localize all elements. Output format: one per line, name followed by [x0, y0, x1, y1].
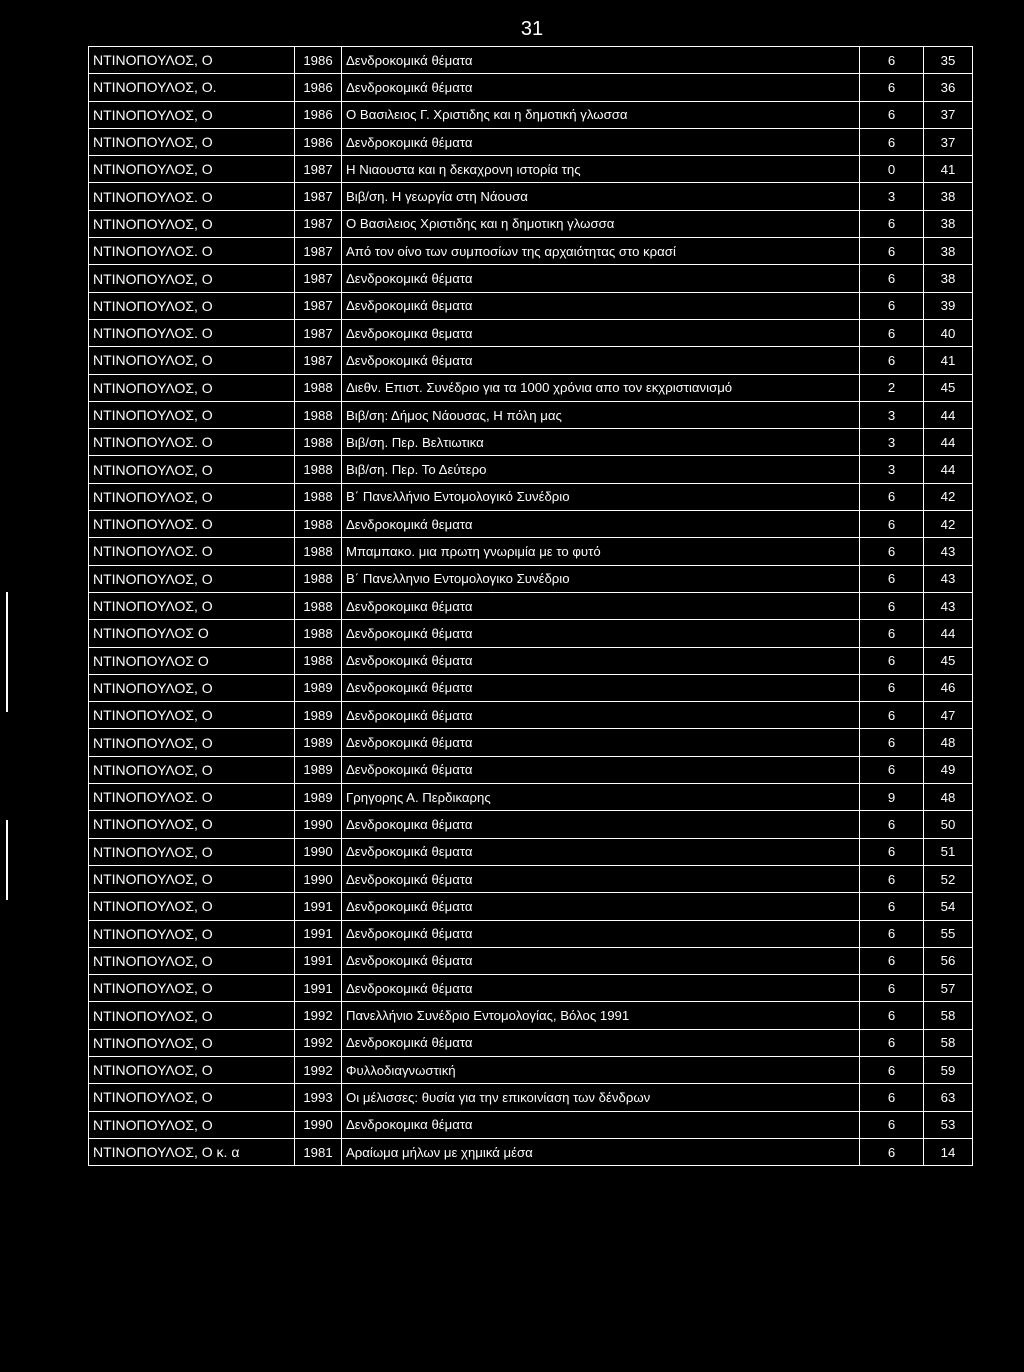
cell-year: 1988 — [295, 511, 342, 538]
cell-page: 37 — [924, 128, 973, 155]
cell-page: 63 — [924, 1084, 973, 1111]
cell-title: Δενδροκομικά θέματα — [342, 128, 860, 155]
cell-author: ΝΤΙΝΟΠΟΥΛΟΣ, Ο — [89, 483, 295, 510]
table-row — [89, 511, 973, 538]
cell-page: 14 — [924, 1138, 973, 1165]
cell-volume: 6 — [860, 947, 924, 974]
page-number: 31 — [520, 18, 544, 40]
cell-page: 44 — [924, 429, 973, 456]
cell-year: 1987 — [295, 183, 342, 210]
table-row — [89, 674, 973, 701]
cell-page: 44 — [924, 401, 973, 428]
cell-year: 1989 — [295, 784, 342, 811]
cell-year: 1989 — [295, 756, 342, 783]
table-row — [89, 920, 973, 947]
cell-year: 1990 — [295, 1111, 342, 1138]
bibliography-table — [88, 46, 973, 1166]
table-row — [89, 729, 973, 756]
cell-title: Β΄ Πανελλήνιο Εντομολογικό Συνέδριο — [342, 483, 860, 510]
cell-author: ΝΤΙΝΟΠΟΥΛΟΣ. Ο — [89, 429, 295, 456]
cell-page: 43 — [924, 592, 973, 619]
cell-year: 1991 — [295, 975, 342, 1002]
table-row — [89, 1002, 973, 1029]
cell-volume: 3 — [860, 183, 924, 210]
cell-year: 1987 — [295, 265, 342, 292]
cell-author: ΝΤΙΝΟΠΟΥΛΟΣ Ο — [89, 620, 295, 647]
table-row — [89, 538, 973, 565]
cell-title: Διεθν. Επιστ. Συνέδριο για τα 1000 χρόνια απο τον εκχριστιανισμό — [342, 374, 860, 401]
cell-title: Ο Βασιλειος Χριστιδης και η δημοτικη γλωσσα — [342, 210, 860, 237]
cell-volume: 6 — [860, 811, 924, 838]
table-row — [89, 401, 973, 428]
cell-year: 1988 — [295, 483, 342, 510]
cell-year: 1989 — [295, 729, 342, 756]
cell-page: 42 — [924, 483, 973, 510]
cell-title: Βιβ/ση. Η γεωργία στη Νάουσα — [342, 183, 860, 210]
cell-page: 37 — [924, 101, 973, 128]
cell-volume: 6 — [860, 893, 924, 920]
cell-page: 52 — [924, 865, 973, 892]
table-row — [89, 1056, 973, 1083]
cell-page: 43 — [924, 565, 973, 592]
cell-author: ΝΤΙΝΟΠΟΥΛΟΣ, Ο — [89, 1084, 295, 1111]
table-row — [89, 865, 973, 892]
cell-volume: 6 — [860, 265, 924, 292]
cell-volume: 6 — [860, 620, 924, 647]
cell-year: 1986 — [295, 128, 342, 155]
cell-author: ΝΤΙΝΟΠΟΥΛΟΣ, Ο — [89, 347, 295, 374]
table-row — [89, 1111, 973, 1138]
table-row — [89, 647, 973, 674]
table-row — [89, 1084, 973, 1111]
cell-author: ΝΤΙΝΟΠΟΥΛΟΣ, Ο — [89, 47, 295, 74]
cell-page: 38 — [924, 265, 973, 292]
cell-page: 44 — [924, 456, 973, 483]
cell-page: 45 — [924, 647, 973, 674]
cell-page: 41 — [924, 347, 973, 374]
cell-author: ΝΤΙΝΟΠΟΥΛΟΣ, Ο — [89, 702, 295, 729]
cell-title: Δενδροκομικά θεματα — [342, 838, 860, 865]
table-row — [89, 265, 973, 292]
cell-year: 1987 — [295, 319, 342, 346]
table-row — [89, 784, 973, 811]
cell-volume: 2 — [860, 374, 924, 401]
table-row — [89, 156, 973, 183]
cell-title: Βιβ/ση: Δήμος Νάουσας, Η πόλη μας — [342, 401, 860, 428]
table-row — [89, 592, 973, 619]
table-row — [89, 756, 973, 783]
cell-author: ΝΤΙΝΟΠΟΥΛΟΣ, Ο — [89, 1002, 295, 1029]
table-row — [89, 374, 973, 401]
cell-volume: 6 — [860, 975, 924, 1002]
cell-title: Μπαμπακο. μια πρωτη γνωριμία με το φυτό — [342, 538, 860, 565]
cell-title: Η Νιαουστα και η δεκαχρονη ιστορία της — [342, 156, 860, 183]
cell-author: ΝΤΙΝΟΠΟΥΛΟΣ, Ο — [89, 565, 295, 592]
table-row — [89, 128, 973, 155]
cell-page: 46 — [924, 674, 973, 701]
cell-page: 57 — [924, 975, 973, 1002]
cell-year: 1988 — [295, 401, 342, 428]
cell-title: Δενδροκομικά θέματα — [342, 265, 860, 292]
cell-author: ΝΤΙΝΟΠΟΥΛΟΣ, Ο — [89, 756, 295, 783]
cell-volume: 6 — [860, 347, 924, 374]
cell-page: 40 — [924, 319, 973, 346]
cell-author: ΝΤΙΝΟΠΟΥΛΟΣ, Ο — [89, 265, 295, 292]
cell-volume: 6 — [860, 128, 924, 155]
cell-year: 1988 — [295, 429, 342, 456]
cell-page: 53 — [924, 1111, 973, 1138]
table-row — [89, 838, 973, 865]
cell-author: ΝΤΙΝΟΠΟΥΛΟΣ Ο — [89, 647, 295, 674]
cell-author: ΝΤΙΝΟΠΟΥΛΟΣ. Ο — [89, 538, 295, 565]
cell-author: ΝΤΙΝΟΠΟΥΛΟΣ, Ο — [89, 838, 295, 865]
cell-page: 35 — [924, 47, 973, 74]
table-row — [89, 292, 973, 319]
table-row — [89, 238, 973, 265]
cell-year: 1988 — [295, 456, 342, 483]
cell-volume: 6 — [860, 565, 924, 592]
table-row — [89, 74, 973, 101]
cell-title: Δενδροκομικά θέματα — [342, 865, 860, 892]
cell-year: 1988 — [295, 565, 342, 592]
cell-title: Δενδροκομικά θέματα — [342, 74, 860, 101]
cell-volume: 6 — [860, 756, 924, 783]
cell-title: Δενδροκομικά θέματα — [342, 947, 860, 974]
cell-volume: 6 — [860, 538, 924, 565]
cell-author: ΝΤΙΝΟΠΟΥΛΟΣ. Ο — [89, 511, 295, 538]
cell-author: ΝΤΙΝΟΠΟΥΛΟΣ, Ο — [89, 1056, 295, 1083]
table-row — [89, 947, 973, 974]
cell-year: 1988 — [295, 592, 342, 619]
table-row — [89, 319, 973, 346]
cell-volume: 6 — [860, 674, 924, 701]
cell-year: 1991 — [295, 893, 342, 920]
cell-author: ΝΤΙΝΟΠΟΥΛΟΣ, Ο — [89, 975, 295, 1002]
cell-year: 1992 — [295, 1056, 342, 1083]
cell-year: 1987 — [295, 292, 342, 319]
cell-author: ΝΤΙΝΟΠΟΥΛΟΣ, Ο — [89, 920, 295, 947]
cell-author: ΝΤΙΝΟΠΟΥΛΟΣ, Ο — [89, 865, 295, 892]
cell-year: 1990 — [295, 838, 342, 865]
cell-title: Δενδροκομικά θέματα — [342, 647, 860, 674]
cell-page: 59 — [924, 1056, 973, 1083]
cell-page: 36 — [924, 74, 973, 101]
cell-author: ΝΤΙΝΟΠΟΥΛΟΣ, Ο — [89, 592, 295, 619]
cell-author: ΝΤΙΝΟΠΟΥΛΟΣ. Ο — [89, 183, 295, 210]
cell-volume: 6 — [860, 1138, 924, 1165]
cell-title: Γρηγορης Α. Περδικαρης — [342, 784, 860, 811]
table-row — [89, 811, 973, 838]
cell-author: ΝΤΙΝΟΠΟΥΛΟΣ, Ο — [89, 292, 295, 319]
cell-title: Δενδροκομικα θέματα — [342, 592, 860, 619]
cell-year: 1991 — [295, 920, 342, 947]
cell-year: 1987 — [295, 210, 342, 237]
cell-year: 1991 — [295, 947, 342, 974]
cell-volume: 6 — [860, 1111, 924, 1138]
cell-volume: 6 — [860, 865, 924, 892]
cell-title: Δενδροκομικά θέματα — [342, 47, 860, 74]
cell-title: Από τον οίνο των συμποσίων της αρχαιότητας στο κρασί — [342, 238, 860, 265]
cell-author: ΝΤΙΝΟΠΟΥΛΟΣ, Ο — [89, 101, 295, 128]
cell-title: Δενδροκομικα θεματα — [342, 319, 860, 346]
cell-volume: 6 — [860, 319, 924, 346]
cell-title: Δενδροκομικά θέματα — [342, 1029, 860, 1056]
cell-volume: 6 — [860, 920, 924, 947]
cell-page: 51 — [924, 838, 973, 865]
cell-title: Δενδροκομικά θεματα — [342, 511, 860, 538]
cell-volume: 6 — [860, 101, 924, 128]
cell-volume: 3 — [860, 401, 924, 428]
cell-year: 1993 — [295, 1084, 342, 1111]
cell-page: 44 — [924, 620, 973, 647]
cell-volume: 6 — [860, 1002, 924, 1029]
table-row — [89, 620, 973, 647]
table-row — [89, 101, 973, 128]
left-margin-rule — [6, 592, 8, 712]
table-row — [89, 702, 973, 729]
cell-title: Δενδροκομικά θέματα — [342, 920, 860, 947]
cell-volume: 6 — [860, 647, 924, 674]
cell-author: ΝΤΙΝΟΠΟΥΛΟΣ, Ο — [89, 674, 295, 701]
cell-year: 1981 — [295, 1138, 342, 1165]
cell-page: 54 — [924, 893, 973, 920]
cell-volume: 3 — [860, 429, 924, 456]
cell-title: Δενδροκομικα θέματα — [342, 811, 860, 838]
cell-volume: 0 — [860, 156, 924, 183]
cell-author: ΝΤΙΝΟΠΟΥΛΟΣ, Ο — [89, 1111, 295, 1138]
cell-page: 39 — [924, 292, 973, 319]
table-row — [89, 210, 973, 237]
cell-title: Αραίωμα μήλων με χημικά μέσα — [342, 1138, 860, 1165]
cell-year: 1988 — [295, 374, 342, 401]
cell-volume: 3 — [860, 456, 924, 483]
cell-title: Δενδροκομικά θέματα — [342, 756, 860, 783]
cell-volume: 6 — [860, 292, 924, 319]
cell-year: 1990 — [295, 865, 342, 892]
cell-page: 49 — [924, 756, 973, 783]
cell-page: 58 — [924, 1002, 973, 1029]
cell-title: Φυλλοδιαγνωστική — [342, 1056, 860, 1083]
cell-page: 48 — [924, 784, 973, 811]
left-margin-rule — [6, 820, 8, 900]
cell-title: Δενδροκομικά θέματα — [342, 674, 860, 701]
cell-year: 1992 — [295, 1029, 342, 1056]
cell-volume: 6 — [860, 238, 924, 265]
cell-page: 56 — [924, 947, 973, 974]
cell-author: ΝΤΙΝΟΠΟΥΛΟΣ, Ο — [89, 456, 295, 483]
cell-volume: 9 — [860, 784, 924, 811]
cell-year: 1986 — [295, 101, 342, 128]
cell-volume: 6 — [860, 483, 924, 510]
cell-title: Δενδροκομικα θέματα — [342, 1111, 860, 1138]
cell-page: 45 — [924, 374, 973, 401]
cell-volume: 6 — [860, 1029, 924, 1056]
table-row — [89, 975, 973, 1002]
cell-page: 41 — [924, 156, 973, 183]
cell-page: 38 — [924, 238, 973, 265]
cell-page: 38 — [924, 210, 973, 237]
cell-title: Βιβ/ση. Περ. Το Δεύτερο — [342, 456, 860, 483]
cell-author: ΝΤΙΝΟΠΟΥΛΟΣ, Ο — [89, 156, 295, 183]
cell-author: ΝΤΙΝΟΠΟΥΛΟΣ, Ο — [89, 210, 295, 237]
cell-volume: 6 — [860, 1056, 924, 1083]
cell-volume: 6 — [860, 1084, 924, 1111]
cell-author: ΝΤΙΝΟΠΟΥΛΟΣ, Ο — [89, 1029, 295, 1056]
cell-author: ΝΤΙΝΟΠΟΥΛΟΣ, Ο — [89, 128, 295, 155]
cell-year: 1989 — [295, 674, 342, 701]
cell-year: 1987 — [295, 156, 342, 183]
cell-volume: 6 — [860, 74, 924, 101]
cell-title: Πανελλήνιο Συνέδριο Εντομολογίας, Βόλος 1991 — [342, 1002, 860, 1029]
cell-title: Δενδροκομικά θέματα — [342, 893, 860, 920]
table-row — [89, 47, 973, 74]
table-row — [89, 483, 973, 510]
cell-title: Ο Βασιλειος Γ. Χριστιδης και η δημοτική γλωσσα — [342, 101, 860, 128]
cell-page: 38 — [924, 183, 973, 210]
cell-year: 1990 — [295, 811, 342, 838]
cell-volume: 6 — [860, 511, 924, 538]
cell-year: 1987 — [295, 347, 342, 374]
cell-volume: 6 — [860, 702, 924, 729]
cell-title: Δενδροκομικά θέματα — [342, 702, 860, 729]
cell-author: ΝΤΙΝΟΠΟΥΛΟΣ, Ο — [89, 893, 295, 920]
cell-year: 1992 — [295, 1002, 342, 1029]
table-row — [89, 429, 973, 456]
cell-title: Β΄ Πανελληνιο Εντομολογικο Συνέδριο — [342, 565, 860, 592]
cell-year: 1987 — [295, 238, 342, 265]
cell-page: 50 — [924, 811, 973, 838]
cell-page: 42 — [924, 511, 973, 538]
cell-author: ΝΤΙΝΟΠΟΥΛΟΣ, Ο — [89, 374, 295, 401]
table-row — [89, 893, 973, 920]
cell-year: 1986 — [295, 74, 342, 101]
cell-year: 1988 — [295, 538, 342, 565]
cell-volume: 6 — [860, 47, 924, 74]
cell-author: ΝΤΙΝΟΠΟΥΛΟΣ, Ο — [89, 729, 295, 756]
cell-volume: 6 — [860, 729, 924, 756]
cell-page: 43 — [924, 538, 973, 565]
cell-title: Δενδροκομικά θέματα — [342, 975, 860, 1002]
cell-year: 1988 — [295, 620, 342, 647]
cell-page: 58 — [924, 1029, 973, 1056]
cell-year: 1989 — [295, 702, 342, 729]
cell-author: ΝΤΙΝΟΠΟΥΛΟΣ, Ο — [89, 811, 295, 838]
cell-volume: 6 — [860, 592, 924, 619]
cell-year: 1986 — [295, 47, 342, 74]
cell-author: ΝΤΙΝΟΠΟΥΛΟΣ, Ο — [89, 947, 295, 974]
cell-title: Δενδροκομικά θέματα — [342, 729, 860, 756]
cell-title: Δενδροκομικά θέματα — [342, 347, 860, 374]
cell-volume: 6 — [860, 210, 924, 237]
cell-title: Οι μέλισσες: θυσία για την επικοινίαση των δένδρων — [342, 1084, 860, 1111]
table-row — [89, 1138, 973, 1165]
cell-author: ΝΤΙΝΟΠΟΥΛΟΣ. Ο — [89, 319, 295, 346]
cell-title: Δενδροκομικά θέματα — [342, 620, 860, 647]
table-row — [89, 565, 973, 592]
cell-volume: 6 — [860, 838, 924, 865]
cell-author: ΝΤΙΝΟΠΟΥΛΟΣ. Ο — [89, 238, 295, 265]
cell-page: 47 — [924, 702, 973, 729]
cell-year: 1988 — [295, 647, 342, 674]
cell-author: ΝΤΙΝΟΠΟΥΛΟΣ, Ο. — [89, 74, 295, 101]
cell-title: Βιβ/ση. Περ. Βελτιωτικα — [342, 429, 860, 456]
cell-author: ΝΤΙΝΟΠΟΥΛΟΣ, Ο — [89, 401, 295, 428]
table-row — [89, 347, 973, 374]
cell-author: ΝΤΙΝΟΠΟΥΛΟΣ, Ο κ. α — [89, 1138, 295, 1165]
cell-title: Δενδροκομικά θεματα — [342, 292, 860, 319]
table-row — [89, 183, 973, 210]
cell-page: 48 — [924, 729, 973, 756]
table-row — [89, 456, 973, 483]
table-row — [89, 1029, 973, 1056]
cell-page: 55 — [924, 920, 973, 947]
cell-author: ΝΤΙΝΟΠΟΥΛΟΣ. Ο — [89, 784, 295, 811]
